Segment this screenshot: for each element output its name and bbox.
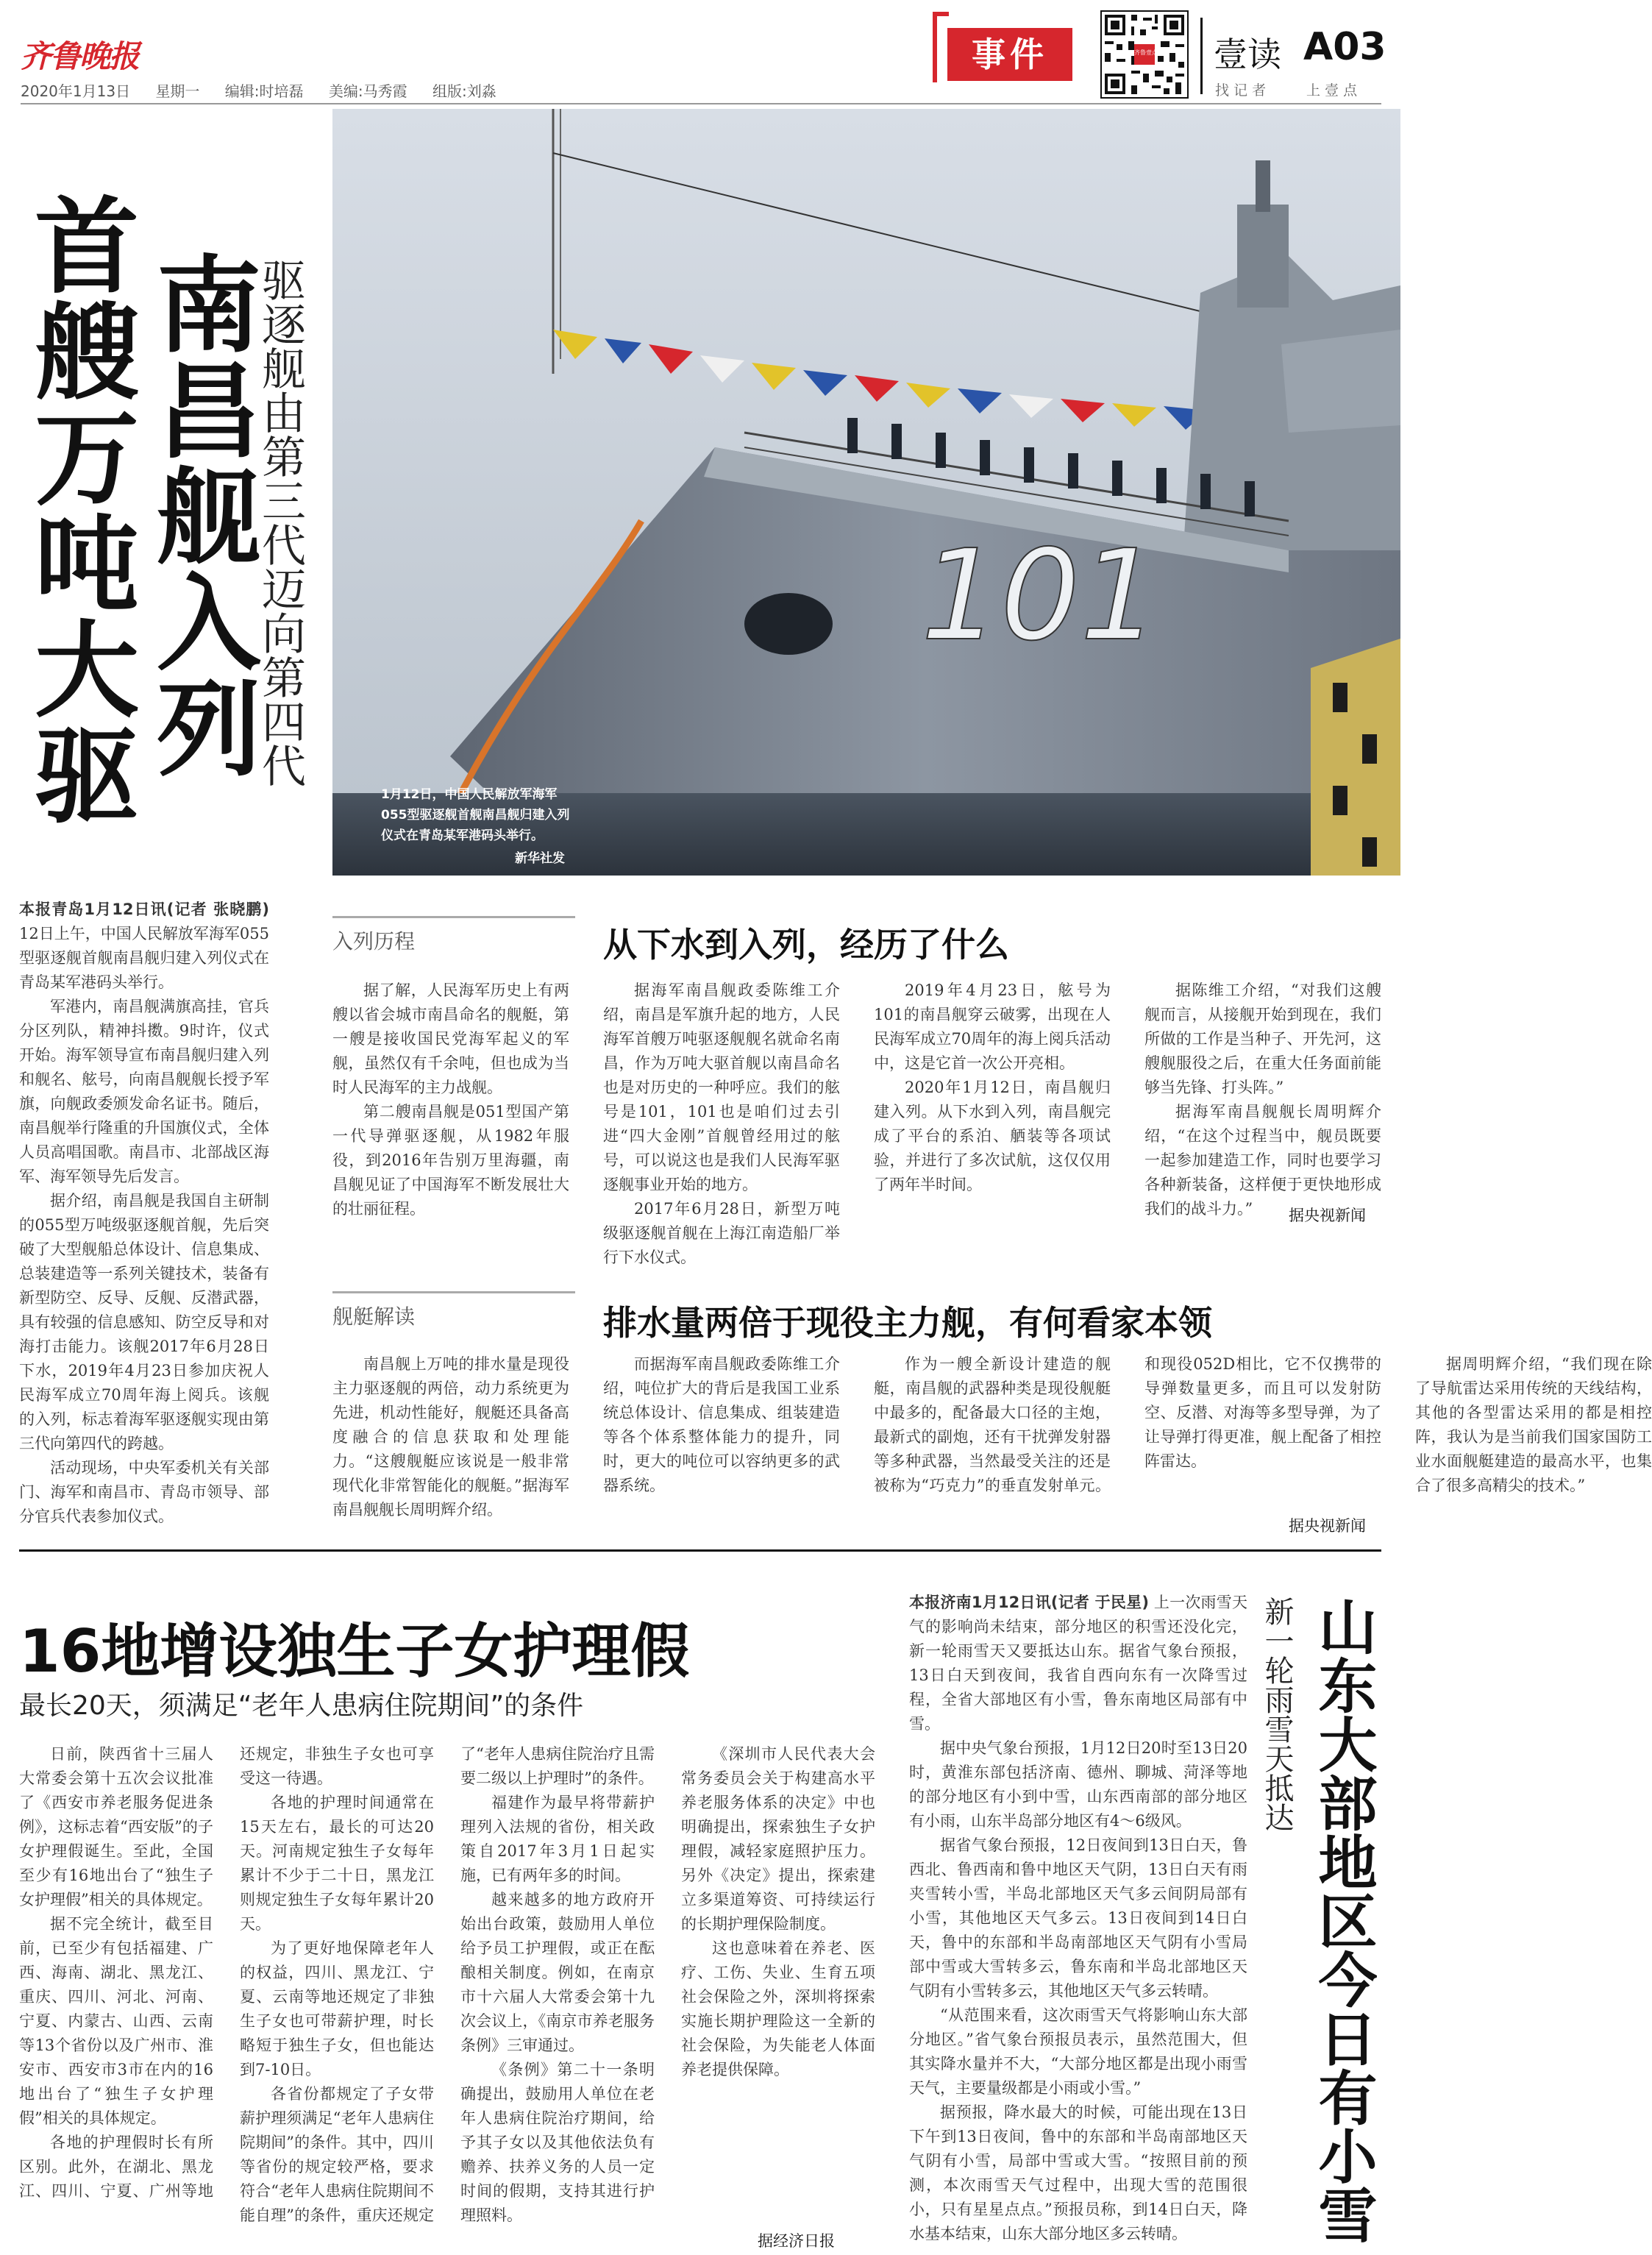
sec1-tag: 入列历程 xyxy=(332,916,575,955)
masthead-rule xyxy=(21,103,1381,104)
sec1-paragraph: 2019年4月23日，舷号为101的南昌舰穿云破雾，出现在人民海军成立70周年的海上阅兵活动中，这是它首一次公开亮相。 xyxy=(874,981,1111,1072)
sec1-paragraph: 据陈维工介绍，“对我们这艘舰而言，从接舰开始到现在，我们所做的工作是当种子、开先河，这艘舰服役之后，在重大任务面前能够当先锋、打头阵。” xyxy=(1144,981,1381,1096)
hull-number: 101 xyxy=(921,523,1160,669)
sec1-col-1 xyxy=(332,979,569,1221)
story2-paragraph: 这也意味着在养老、医疗、工伤、失业、生育五项社会保险之外，深圳将探索实施长期护理险这一全新的社会保险，为失能老人体面养老提供保障。 xyxy=(681,1939,875,2078)
sec2-source: 据央视新闻 xyxy=(1289,1517,1366,1535)
story2-source: 据经济日报 xyxy=(758,2232,835,2250)
section-label: 事件 xyxy=(947,28,1072,81)
photo-credit: 新华社发 xyxy=(515,851,565,866)
lead-subtitle: 驱逐舰由第三代迈向第四代 xyxy=(254,258,306,787)
story3-byline: 本报济南1月12日讯(记者 于民星) xyxy=(909,1594,1149,1611)
editor-credit: 编辑:时培磊 xyxy=(224,82,304,100)
page-number: A03 xyxy=(1303,25,1386,69)
slogan-left: 找 记 者 xyxy=(1215,82,1267,99)
story2-paragraph: 越来越多的地方政府开始出台政策，鼓励用人单位给予员工护理假，或正在酝酿相关制度。例如，在南京市十六届人大常委会第十九次会议上，《南京市养老服务条例》三审通过。 xyxy=(460,1891,655,2054)
story2-paragraph: 福建作为最早将带薪护理列入法规的省份，相关政策自2017年3月1日起实施，已有两年多的时间。 xyxy=(460,1794,655,1884)
story2-paragraph: 各省份都规定了子女带薪护理须满足“老年人患病住院期间”的条件。其中，四川等省份的规定较严格，要求符合“老年人患病住院期间不能自理”的条件，重庆还规定了“老年人患病住院治疗且需要二级以上护理时”的条件。 xyxy=(240,1745,655,2224)
story2-paragraph: 据不完全统计，截至目前，已至少有包括福建、广西、海南、湖北、黑龙江、重庆、四川、河北、河南、宁夏、内蒙古、山西、云南等13个省份以及广州市、淮安市、西安市3市在内的16地出台了“独生子女护理假”相关的具体规定。 xyxy=(19,1915,213,2127)
story2-paragraph: 日前，陕西省十三届人大常委会第十五次会议批准了《西安市养老服务促进条例》，这标志着“西安版”的子女护理假诞生。至此，全国至少有16地出台了“独生子女护理假”相关的具体规定。 xyxy=(19,1745,213,1908)
story3-lead-line xyxy=(909,1591,1247,1736)
sec1-col-2 xyxy=(603,979,840,1266)
section-bracket xyxy=(933,12,949,82)
sec1-paragraph: 据海军南昌舰政委陈维工介绍，南昌是军旗升起的地方，人民海军首艘万吨驱逐舰舰名就命名南昌，作为万吨大驱首舰以南昌命名也是对历史的一种呼应。我们的舷号是101，101也是咱们过去引进“四大金刚”首舰曾经用过的舷号，可以说这也是我们人民海军驱逐舰事业开始的地方。 xyxy=(603,981,840,1193)
issue-weekday: 星期一 xyxy=(155,82,200,100)
sec1-paragraph: 2020年1月12日，南昌舰归建入列。从下水到入列，南昌舰完成了平台的系泊、舾装等各项试验，并进行了多次试航，这仅仅用了两年半时间。 xyxy=(874,1079,1111,1193)
story3-subtitle: 新一轮雨雪天抵达 xyxy=(1260,1597,1294,1832)
lead-paragraph: 据介绍，南昌舰是我国自主研制的055型万吨级驱逐舰首舰，先后突破了大型舰船总体设计、信息集成、总装建造等一系列关键技术，装备有新型防空、反导、反舰、反潜武器，具有较强的信息感知、防空反导和对海打击能力。该舰2017年6月28日下水，2019年4月23日参加庆祝人民海军成立70周年海上阅兵。该舰的入列，标志着海军驱逐舰实现由第三代向第四代的跨越。 xyxy=(19,1192,269,1452)
story2-paragraph: 各地的护理时间通常在15天左右，最长的可达20天。河南规定独生子女每年累计不少于二十日，黑龙江则规定独生子女每年累计20天。 xyxy=(240,1794,434,1933)
sec2-paragraph: 而据海军南昌舰政委陈维工介绍，吨位扩大的背后是我国工业系统总体设计、信息集成、组装建造等各个体系整体能力的提升，同时，更大的吨位可以容纳更多的武器系统。 xyxy=(603,1355,840,1494)
lead-paragraph: 活动现场，中央军委机关有关部门、海军和南昌市、青岛市领导、部分官兵代表参加仪式。 xyxy=(19,1459,269,1525)
lead-photo xyxy=(332,109,1400,876)
lead-byline: 本报青岛1月12日讯(记者 张晓鹏) xyxy=(19,901,269,918)
sec1-paragraph: 2017年6月28日，新型万吨级驱逐舰首舰在上海江南造船厂举行下水仪式。 xyxy=(603,1200,840,1266)
destroyer-photo-graphic xyxy=(332,109,1400,876)
art-credit: 美编:马秀霞 xyxy=(328,82,407,100)
story3-title: 山东大部地区今日有小雪 xyxy=(1309,1597,1377,2244)
sec1-paragraph: 据海军南昌舰舰长周明辉介绍，“在这个过程当中，舰员既要一起参加建造工作，同时也要学习各种新装备，这样便于更快地形成我们的战斗力。” xyxy=(1144,1103,1381,1218)
photo-caption: 1月12日，中国人民解放军海军055型驱逐舰首舰南昌舰归建入列仪式在青岛某军港码头举行。 xyxy=(381,787,570,843)
story3-paragraph: “从范围来看，这次雨雪天气将影响山东大部分地区。”省气象台预报员表示，虽然范围大，但其实降水量并不大，“大部分地区都是出现小雨雪天气，主要量级都是小雨或小雪。” xyxy=(909,2006,1247,2097)
lead-body xyxy=(19,898,269,1538)
proof-credit: 组版:刘淼 xyxy=(432,82,496,100)
story2-subtitle: 最长20天，须满足“老年人患病住院期间”的条件 xyxy=(19,1691,584,1721)
masthead xyxy=(0,0,1400,109)
sec2-paragraph: 作为一艘全新设计建造的舰艇，南昌舰的武器种类是现役舰艇中最多的，配备最大口径的主炮，最新式的副炮，还有干扰弹发射器等多种武器，当然最受关注的还是被称为“巧克力”的垂直发射单元。和现役052D相比，它不仅携带的导弹数量更多，而且可以发射防空、反潜、对海等多型导弹，为了让导弹打得更准，舰上配备了相控阵雷达。 xyxy=(874,1355,1381,1494)
masthead-logo: 齐鲁晚报 xyxy=(21,38,139,74)
story2-paragraph: 《条例》第二十一条明确提出，鼓励用人单位在老年人患病住院治疗期间，给予其子女以及其他依法负有赡养、扶养义务的人员一定时间的假期，支持其进行护理照料。 xyxy=(460,2061,655,2224)
sec2-paragraph: 南昌舰上万吨的排水量是现役主力驱逐舰的两倍，动力系统更为先进，机动性能好，舰艇还具备高度融合的信息获取和处理能力。“这艘舰艇应该说是一般非常现代化非常智能化的舰艇。”据海军南昌舰舰长周明辉介绍。 xyxy=(332,1355,569,1519)
column-name: 壹读 xyxy=(1214,35,1281,74)
sec1-heading: 从下水到入列，经历了什么 xyxy=(603,925,1009,965)
lead-paragraph: 军港内，南昌舰满旗高挂，官兵分区列队，精神抖擞。9时许，仪式开始。海军领导宣布南昌舰归建入列和舰名、舷号，向南昌舰舰长授予军旗，向舰政委颁发命名证书。随后，南昌舰举行隆重的升国旗仪式，全体人员高唱国歌。南昌市、北部战区海军、海军领导先后发言。 xyxy=(19,998,269,1185)
story2-title: 16地增设独生子女护理假 xyxy=(19,1617,690,1686)
issue-date: 2020年1月13日 xyxy=(21,82,131,100)
sec2-heading: 排水量两倍于现役主力舰，有何看家本领 xyxy=(603,1303,1212,1343)
story2-paragraph: 各地的护理假时长有所区别。此外，在湖北、黑龙江、四川、宁夏、广州等地还规定，非独生子女也可享受这一待遇。 xyxy=(19,1745,434,2200)
qr-label: 齐鲁壹点 xyxy=(1134,49,1158,56)
lead-title-right: 南昌舰入列 xyxy=(139,250,260,780)
sec2-col-3 xyxy=(874,1352,1652,1511)
lead-byline-line xyxy=(19,898,269,995)
story2-paragraph: 《深圳市人民代表大会常务委员会关于构建高水平养老服务体系的决定》中也明确提出，探索独生子女护理假，减轻家庭照护压力。另外《决定》提出，探索建立多渠道筹资、可持续运行的长期护理保险制度。 xyxy=(681,1745,875,1933)
story-divider xyxy=(19,1549,1381,1552)
qr-code[interactable] xyxy=(1100,10,1189,99)
sec2-paragraph: 据周明辉介绍，“我们现在除了导航雷达采用传统的天线结构，其他的各型雷达采用的都是相控阵，我认为是当前我们国家国防工业水面舰艇建造的最高水平，也集合了很多高精尖的技术。” xyxy=(1415,1355,1652,1494)
lead-title-left: 首艘万吨大驱 xyxy=(17,191,138,827)
story3-paragraph: 据预报，降水最大的时候，可能出现在13日下午到13日夜间，鲁中的东部和半岛南部地区天气阴有小雪，局部中雪或大雪。“按照目前的预测，本次雨雪天气过程中，出现大雪的范围很小，只有星星点点。”预报员称，到14日白天，降水基本结束，山东大部分地区多云转晴。 xyxy=(909,2103,1247,2242)
masthead-info xyxy=(21,79,496,101)
sec1-paragraph: 第二艘南昌舰是051型国产第一代导弹驱逐舰，从1982年服役，到2016年告别万里海疆，南昌舰见证了中国海军不断发展壮大的壮丽征程。 xyxy=(332,1103,569,1218)
sec2-col-1 xyxy=(332,1352,569,1536)
sec1-col-3 xyxy=(874,979,1111,1221)
lead-paragraph: 12日上午，中国人民解放军海军055型驱逐舰首舰南昌舰归建入列仪式在青岛某军港码头举行。 xyxy=(19,925,269,991)
story3-body xyxy=(909,1591,1247,2245)
header-divider xyxy=(1200,18,1203,94)
story3-paragraph: 据省气象台预报，12日夜间到13日白天，鲁西北、鲁西南和鲁中地区天气阴，13日白天有雨夹雪转小雪，半岛北部地区天气多云间阴局部有小雪，其他地区天气多云。13日夜间到14日白天，鲁中的东部和半岛南部地区天气阴有小雪局部中雪或大雪转多云，鲁东南和半岛北部地区天气阴有小雪转多云，其他地区天气多云转晴。 xyxy=(909,1836,1247,2000)
slogan-right: 上 壹 点 xyxy=(1306,82,1358,99)
sec2-col-2 xyxy=(603,1352,840,1536)
story2-body xyxy=(19,1742,875,2228)
story3-paragraph: 上一次雨雪天气的影响尚未结束，部分地区的积雪还没化完，新一轮雨雪天又要抵达山东。据省气象台预报，13日白天到夜间，我省自西向东有一次降雪过程，全省大部地区有小雪，鲁东南地区局部有中雪。 xyxy=(909,1594,1248,1733)
story3-paragraph: 据中央气象台预报，1月12日20时至13日20时，黄淮东部包括济南、德州、聊城、菏泽等地的部分地区有小到中雪，山东西南部的部分地区有小雨，山东半岛部分地区有4～6级风。 xyxy=(909,1739,1247,1830)
sec2-tag: 舰艇解读 xyxy=(332,1291,575,1330)
story2-paragraph: 为了更好地保障老年人的权益，四川、黑龙江、宁夏、云南等地还规定了非独生子女也可带薪护理，时长略短于独生子女，但也能达到7-10日。 xyxy=(240,1939,434,2078)
sec1-source: 据央视新闻 xyxy=(1289,1207,1366,1224)
sec1-paragraph: 据了解，人民海军历史上有两艘以省会城市南昌命名的舰艇，第一艘是接收国民党海军起义的军舰，虽然仅有千余吨，但也成为当时人民海军的主力战舰。 xyxy=(332,981,569,1096)
